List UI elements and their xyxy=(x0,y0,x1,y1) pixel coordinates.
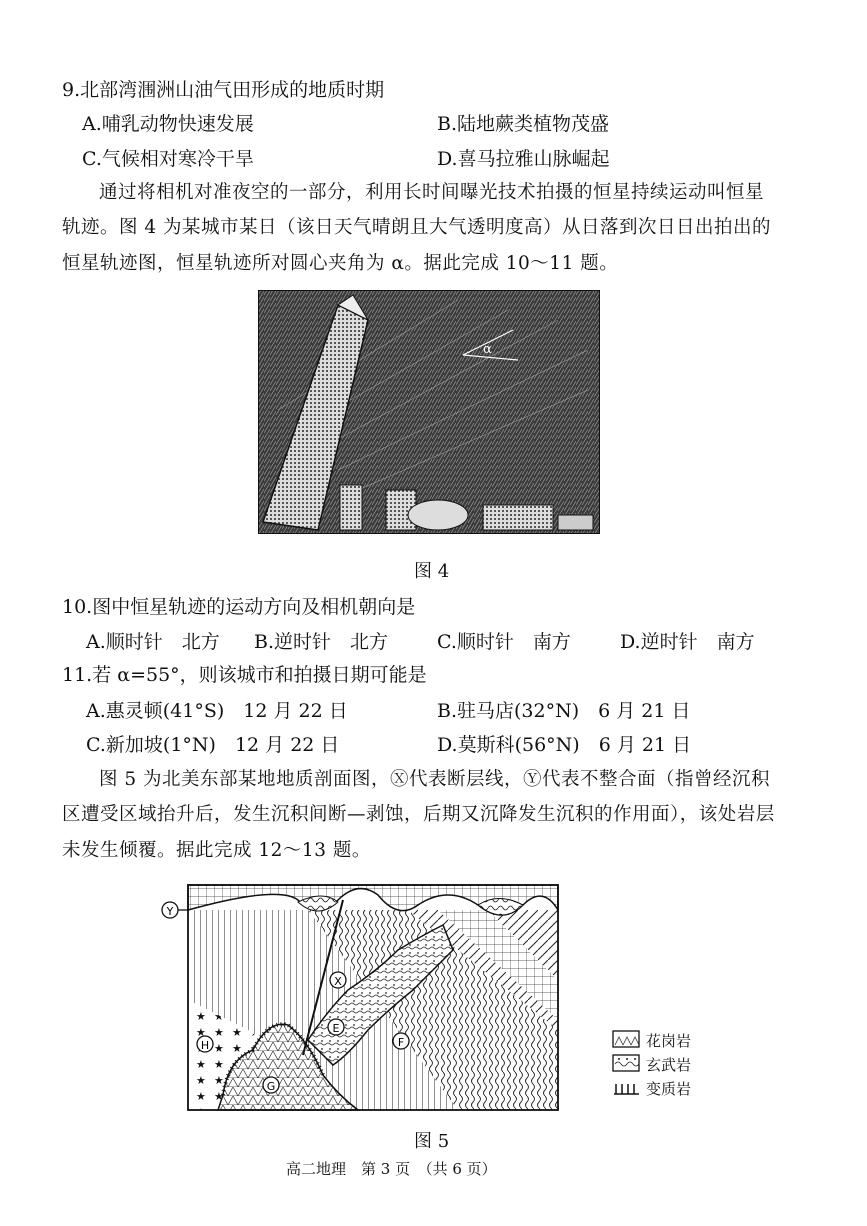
svg-text:X: X xyxy=(334,975,342,988)
q10-option-d: D.逆时针 南方 xyxy=(620,631,755,653)
q9-option-b: B.陆地蕨类植物茂盛 xyxy=(437,113,610,135)
q11-stem: 11.若 α=55°，则该城市和拍摄日期可能是 xyxy=(62,664,427,686)
alpha-label: α xyxy=(483,342,492,357)
marker-h xyxy=(197,1036,213,1052)
marker-e xyxy=(328,1019,344,1035)
intro1-line2: 轨迹。图 4 为某城市某日（该日天气晴朗且大气透明度高）从日落到次日日出拍出的 xyxy=(62,217,772,238)
intro2-line3: 未发生倾覆。据此完成 12～13 题。 xyxy=(62,840,371,861)
svg-text:Y: Y xyxy=(166,905,174,918)
page-footer: 高二地理 第 3 页 （共 6 页） xyxy=(286,1160,497,1178)
q9-option-d: D.喜马拉雅山脉崛起 xyxy=(437,148,610,170)
marker-g xyxy=(263,1077,279,1093)
figure-5-cross-section xyxy=(158,880,610,1120)
legend-swatch-granite xyxy=(612,1030,640,1048)
intro2-line2: 区遭受区域抬升后，发生沉积间断—剥蚀，后期又沉降发生沉积的作用面），该处岩层 xyxy=(62,804,775,825)
svg-text:H: H xyxy=(200,1039,210,1052)
q11-option-d: D.莫斯科(56°N) 6 月 21 日 xyxy=(437,734,692,756)
legend-label-granite: 花岗岩 xyxy=(646,1032,692,1050)
q10-stem: 10.图中恒星轨迹的运动方向及相机朝向是 xyxy=(62,596,416,618)
marker-x xyxy=(330,972,346,988)
q11-option-a: A.惠灵顿(41°S) 12 月 22 日 xyxy=(86,700,348,722)
legend-swatch-metamorphic xyxy=(612,1078,640,1096)
legend-swatch-basalt xyxy=(612,1054,640,1072)
marker-y xyxy=(162,902,188,918)
q9-option-a: A.哺乳动物快速发展 xyxy=(82,113,254,135)
figure-4-caption: 图 4 xyxy=(414,561,450,582)
q9-stem: 9.北部湾涠洲山油气田形成的地质时期 xyxy=(62,79,385,101)
figure-5-caption: 图 5 xyxy=(414,1131,450,1152)
q10-option-c: C.顺时针 南方 xyxy=(437,631,571,653)
legend-label-metamorphic: 变质岩 xyxy=(646,1080,692,1098)
figure-4-photo xyxy=(258,290,600,534)
marker-f xyxy=(393,1033,409,1049)
q9-option-c: C.气候相对寒冷干旱 xyxy=(82,148,254,170)
q10-option-a: A.顺时针 北方 xyxy=(86,631,220,653)
q11-option-b: B.驻马店(32°N) 6 月 21 日 xyxy=(437,700,691,722)
svg-text:F: F xyxy=(397,1036,405,1049)
svg-text:G: G xyxy=(266,1080,276,1093)
intro1-line3: 恒星轨迹图，恒星轨迹所对圆心夹角为 α。据此完成 10～11 题。 xyxy=(62,253,619,274)
svg-text:E: E xyxy=(332,1022,340,1035)
q10-option-b: B.逆时针 北方 xyxy=(254,631,389,653)
q11-option-c: C.新加坡(1°N) 12 月 22 日 xyxy=(86,734,340,756)
intro2-line1: 图 5 为北美东部某地地质剖面图，Ⓧ代表断层线，Ⓨ代表不整合面（指曾经沉积 xyxy=(99,769,771,790)
legend-label-basalt: 玄武岩 xyxy=(646,1056,692,1074)
intro1-line1: 通过将相机对准夜空的一部分，利用长时间曝光技术拍摄的恒星持续运动叫恒星 xyxy=(99,182,765,203)
